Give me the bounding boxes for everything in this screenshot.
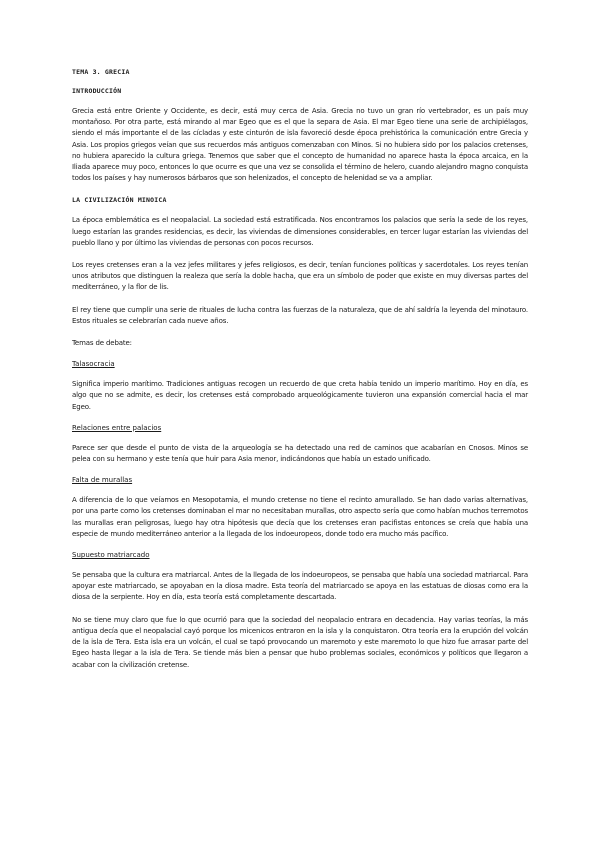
topic-title-matriarcado: Supuesto matriarcado	[72, 551, 150, 560]
minoica-paragraph-3: El rey tiene que cumplir una serie de rituales de lucha contra las fuerzas de la naturaleza, que de ahí saldría la leyenda del minotauro. Estos rituales se celebrarían cada nueve años.	[72, 305, 528, 325]
topic-text-relaciones: Parece ser que desde el punto de vista de la arqueología se ha detectado una red de caminos que acabarían en Cnosos. Minos se pelea con su hermano y este tenía que huir para Asia menor, indicándonos que había un estado unificado.	[72, 443, 528, 464]
debate-topics-label: Temas de debate:	[72, 339, 132, 348]
final-paragraph: No se tiene muy claro que fue lo que ocurrió para que la sociedad del neopalacio entrara en decadencia. Hay varias teorías, la más antigua decía que el neopalacial cayó porque los micenicos entraron en la isla y la conquistaron. Otra teoría era la erupción del volcán de la isla de Tera. Esta isla era un volcán, el cual se tapó provocando un maremoto y este maremoto lo que hizo fue arrasar parte del Egeo hasta llegar a la isla de Tera. Se tiende más bien a pensar que hubo problemas sociales, económicos y políticos que llegaron a acabar con la civilización cretense.	[72, 615, 528, 669]
topic-title-relaciones: Relaciones entre palacios	[72, 423, 162, 432]
minoica-paragraph-2: Los reyes cretenses eran a la vez jefes militares y jefes religiosos, es decir, tenían funciones políticas y sacerdotales. Los reyes tenían unos atributos que distinguen la realeza que sería la doble hacha, que era un símbolo de poder que existe en muy diversas partes del mediterráneo, y la flor de lis.	[72, 261, 528, 292]
topic-text-murallas: A diferencia de lo que veíamos en Mesopotamia, el mundo cretense no tiene el recinto amurallado. Se han dado varias alternativas, por una parte como los cretenses dominaban el mar no necesitaban murallas, otro aspecto sería que como habían muchos terremotos las murallas eran peligrosas, luego hay otra hipótesis que decía que los cretenses eran pacifistas entonces se creía que había una especie de mundo mediterráneo anterior a la llegada de los indoeuropeos, donde todo era mucho más pacífico.	[72, 496, 528, 538]
topic-text-talasocracia: Significa imperio marítimo. Tradiciones antiguas recogen un recuerdo de que creta había tenido un imperio marítimo. Hoy en día, es algo que no se admite, es decir, los cretenses está comprobado arqueológicamente tuvieron una expansión comercial hacia el mar Egeo.	[72, 380, 528, 411]
document-title: TEMA 3. GRECIA	[72, 68, 130, 76]
topic-title-murallas: Falta de murallas	[72, 476, 133, 485]
topic-title-talasocracia: Talasocracia	[72, 360, 115, 369]
minoica-paragraph-1: La época emblemática es el neopalacial. La sociedad está estratificada. Nos encontramos los palacios que sería la sede de los reyes, luego estarían las grandes residencias, es decir, las viviendas de dimensiones considerables, en tercer lugar estarían las viviendas del pueblo llano y por último las viviendas de personas con pocos recursos.	[72, 216, 528, 247]
document-body	[72, 68, 528, 671]
intro-heading: INTRODUCCIÓN	[72, 87, 122, 95]
topic-text-matriarcado: Se pensaba que la cultura era matriarcal. Antes de la llegada de los indoeuropeos, se pensaba que había una sociedad matriarcal. Para apoyar este matriarcado, se apoyaban en la diosa madre. Esta teoría del matriarcado se apoya en las estatuas de diosas como era la diosa de la serpiente. Hoy en día, esta teoría está completamente descartada.	[72, 571, 528, 602]
intro-paragraph: Grecia está entre Oriente y Occidente, es decir, está muy cerca de Asia. Grecia no tuvo un gran río vertebrador, es un país muy montañoso. Por otra parte, está mirando al mar Egeo que es el que la separa de Asia. El mar Egeo tiene una serie de archipiélagos, siendo el más importante el de las cícladas y este cinturón de isla favoreció desde época prehistórica la comunicación entre Grecia y Asia. Los propios griegos veían que sus recuerdos más antiguos comenzaban con Minos. Si no hubiera sido por los palacios cretenses, no hubiera aparecido la cultura griega. Tenemos que saber que el concepto de humanidad no aparece hasta la época arcaica, en la Iliada aparece muy poco, entonces lo que ocurre es que una vez se consolida el término de helero, cuando alejandro magno conquista todos los países y hay numerosos bárbaros que son helenizados, el concepto de helenidad se va a ampliar.	[72, 107, 528, 183]
minoica-heading: LA CIVILIZACIÓN MINOICA	[72, 196, 167, 205]
